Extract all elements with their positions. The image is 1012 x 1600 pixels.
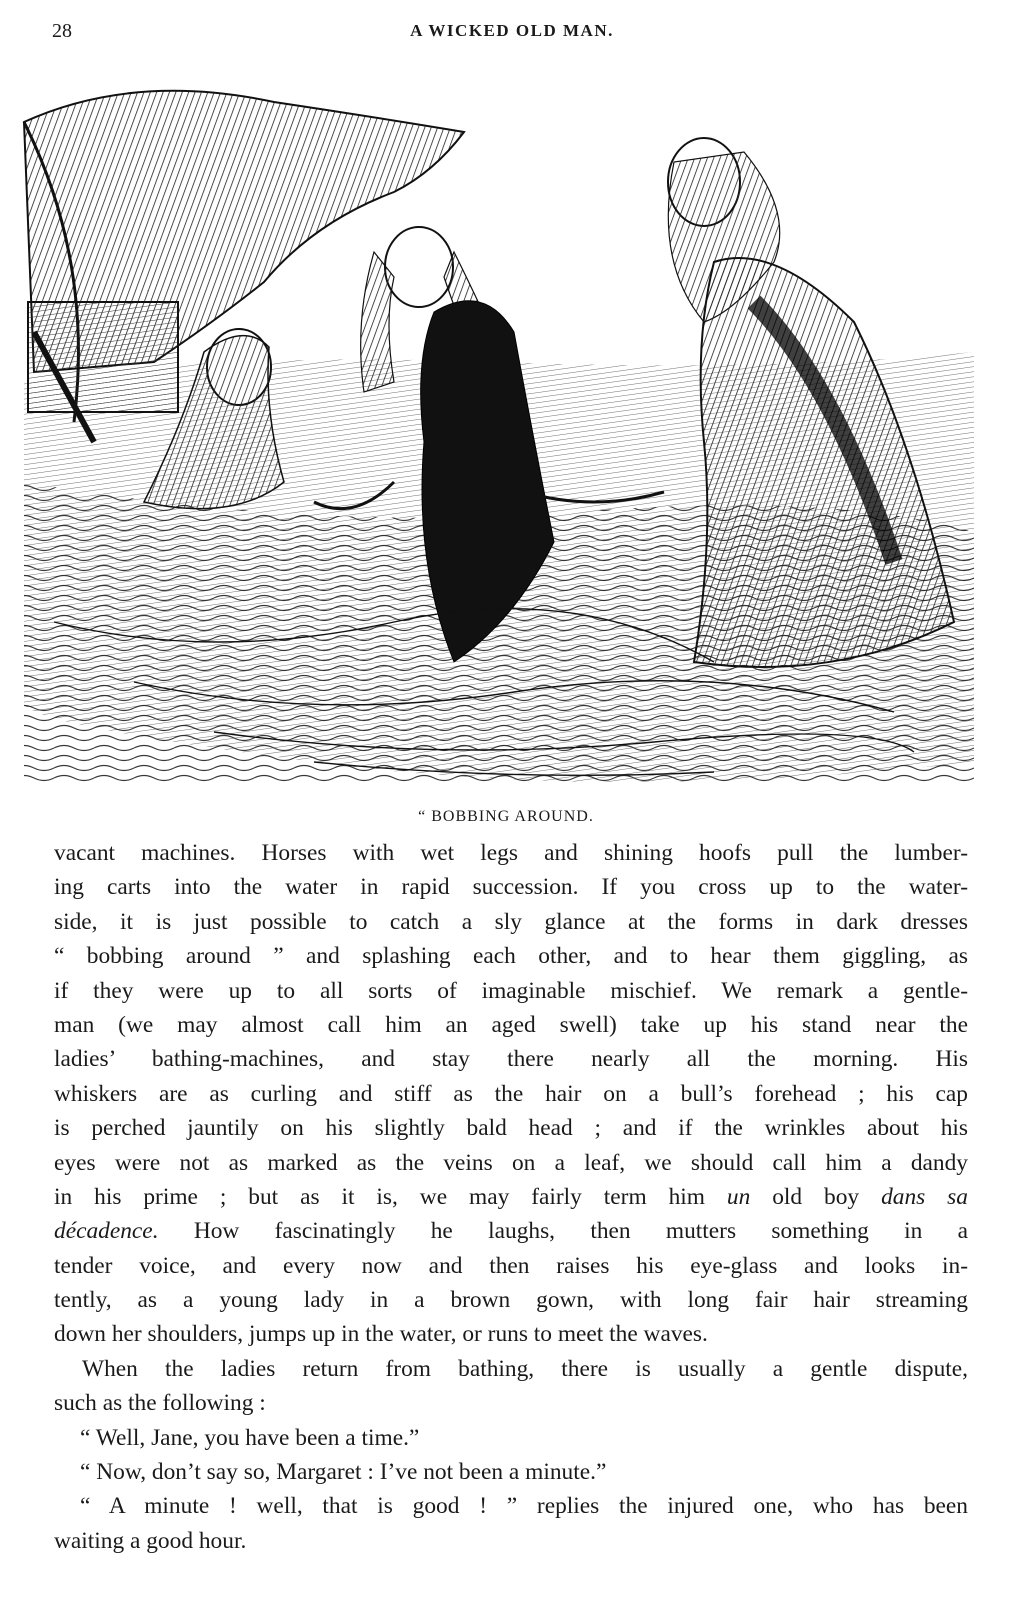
page-number: 28	[52, 19, 72, 42]
text-line: down her shoulders, jumps up in the water, or runs to meet the waves.	[54, 1321, 708, 1348]
dialogue-line: “ A minute ! well, that is good ! ” replies the injured one, who has been	[80, 1493, 968, 1520]
text-line: side, it is just possible to catch a sly glance at the forms in dark dresses	[54, 908, 968, 935]
text-run: in his prime ; but as it is, we may fairly term him	[54, 1183, 727, 1210]
text-line-mixed	[54, 1180, 968, 1214]
text-line: is perched jauntily on his slightly bald head ; and if the wrinkles about his	[54, 1115, 968, 1142]
italic-text: un	[726, 1183, 751, 1210]
text-run: old boy	[750, 1183, 882, 1210]
engraving-illustration	[14, 62, 982, 792]
text-line: “ bobbing around ” and splashing each other, and to hear them giggling, as	[54, 943, 968, 970]
text-line: ladies’ bathing-machines, and stay there nearly all the morning. His	[54, 1046, 968, 1073]
text-line: such as the following :	[54, 1390, 266, 1417]
running-head	[52, 18, 972, 44]
chapter-title: A WICKED OLD MAN.	[410, 21, 614, 40]
text-line: whiskers are as curling and stiff as the hair on a bull’s forehead ; his cap	[54, 1080, 968, 1107]
text-line: tender voice, and every now and then raises his eye-glass and looks in-	[54, 1252, 968, 1279]
text-line-mixed	[54, 1214, 968, 1248]
dialogue-line: “ Now, don’t say so, Margaret : I’ve not been a minute.”	[80, 1459, 607, 1486]
text-line: ing carts into the water in rapid succession. If you cross up to the water-	[54, 874, 968, 901]
text-line: When the ladies return from bathing, there is usually a gentle dispute,	[82, 1355, 968, 1382]
italic-text: dans sa	[881, 1183, 968, 1210]
engraving-drawing	[14, 62, 982, 792]
body-text	[54, 836, 968, 1558]
illustration-caption: “ BOBBING AROUND.	[418, 808, 594, 825]
text-line: man (we may almost call him an aged swell) take up his stand near the	[54, 1011, 968, 1038]
text-line: if they were up to all sorts of imaginable mischief. We remark a gentle-	[54, 977, 968, 1004]
text-run: How fascinatingly he laughs, then mutters something in a	[158, 1218, 968, 1245]
text-line: waiting a good hour.	[54, 1527, 247, 1554]
italic-text: décadence.	[54, 1218, 159, 1245]
text-line: eyes were not as marked as the veins on a leaf, we should call him a dandy	[54, 1149, 968, 1176]
text-line: vacant machines. Horses with wet legs and shining hoofs pull the lumber-	[54, 840, 968, 866]
text-line: tently, as a young lady in a brown gown, with long fair hair streaming	[54, 1287, 968, 1314]
dialogue-line: “ Well, Jane, you have been a time.”	[80, 1424, 420, 1451]
